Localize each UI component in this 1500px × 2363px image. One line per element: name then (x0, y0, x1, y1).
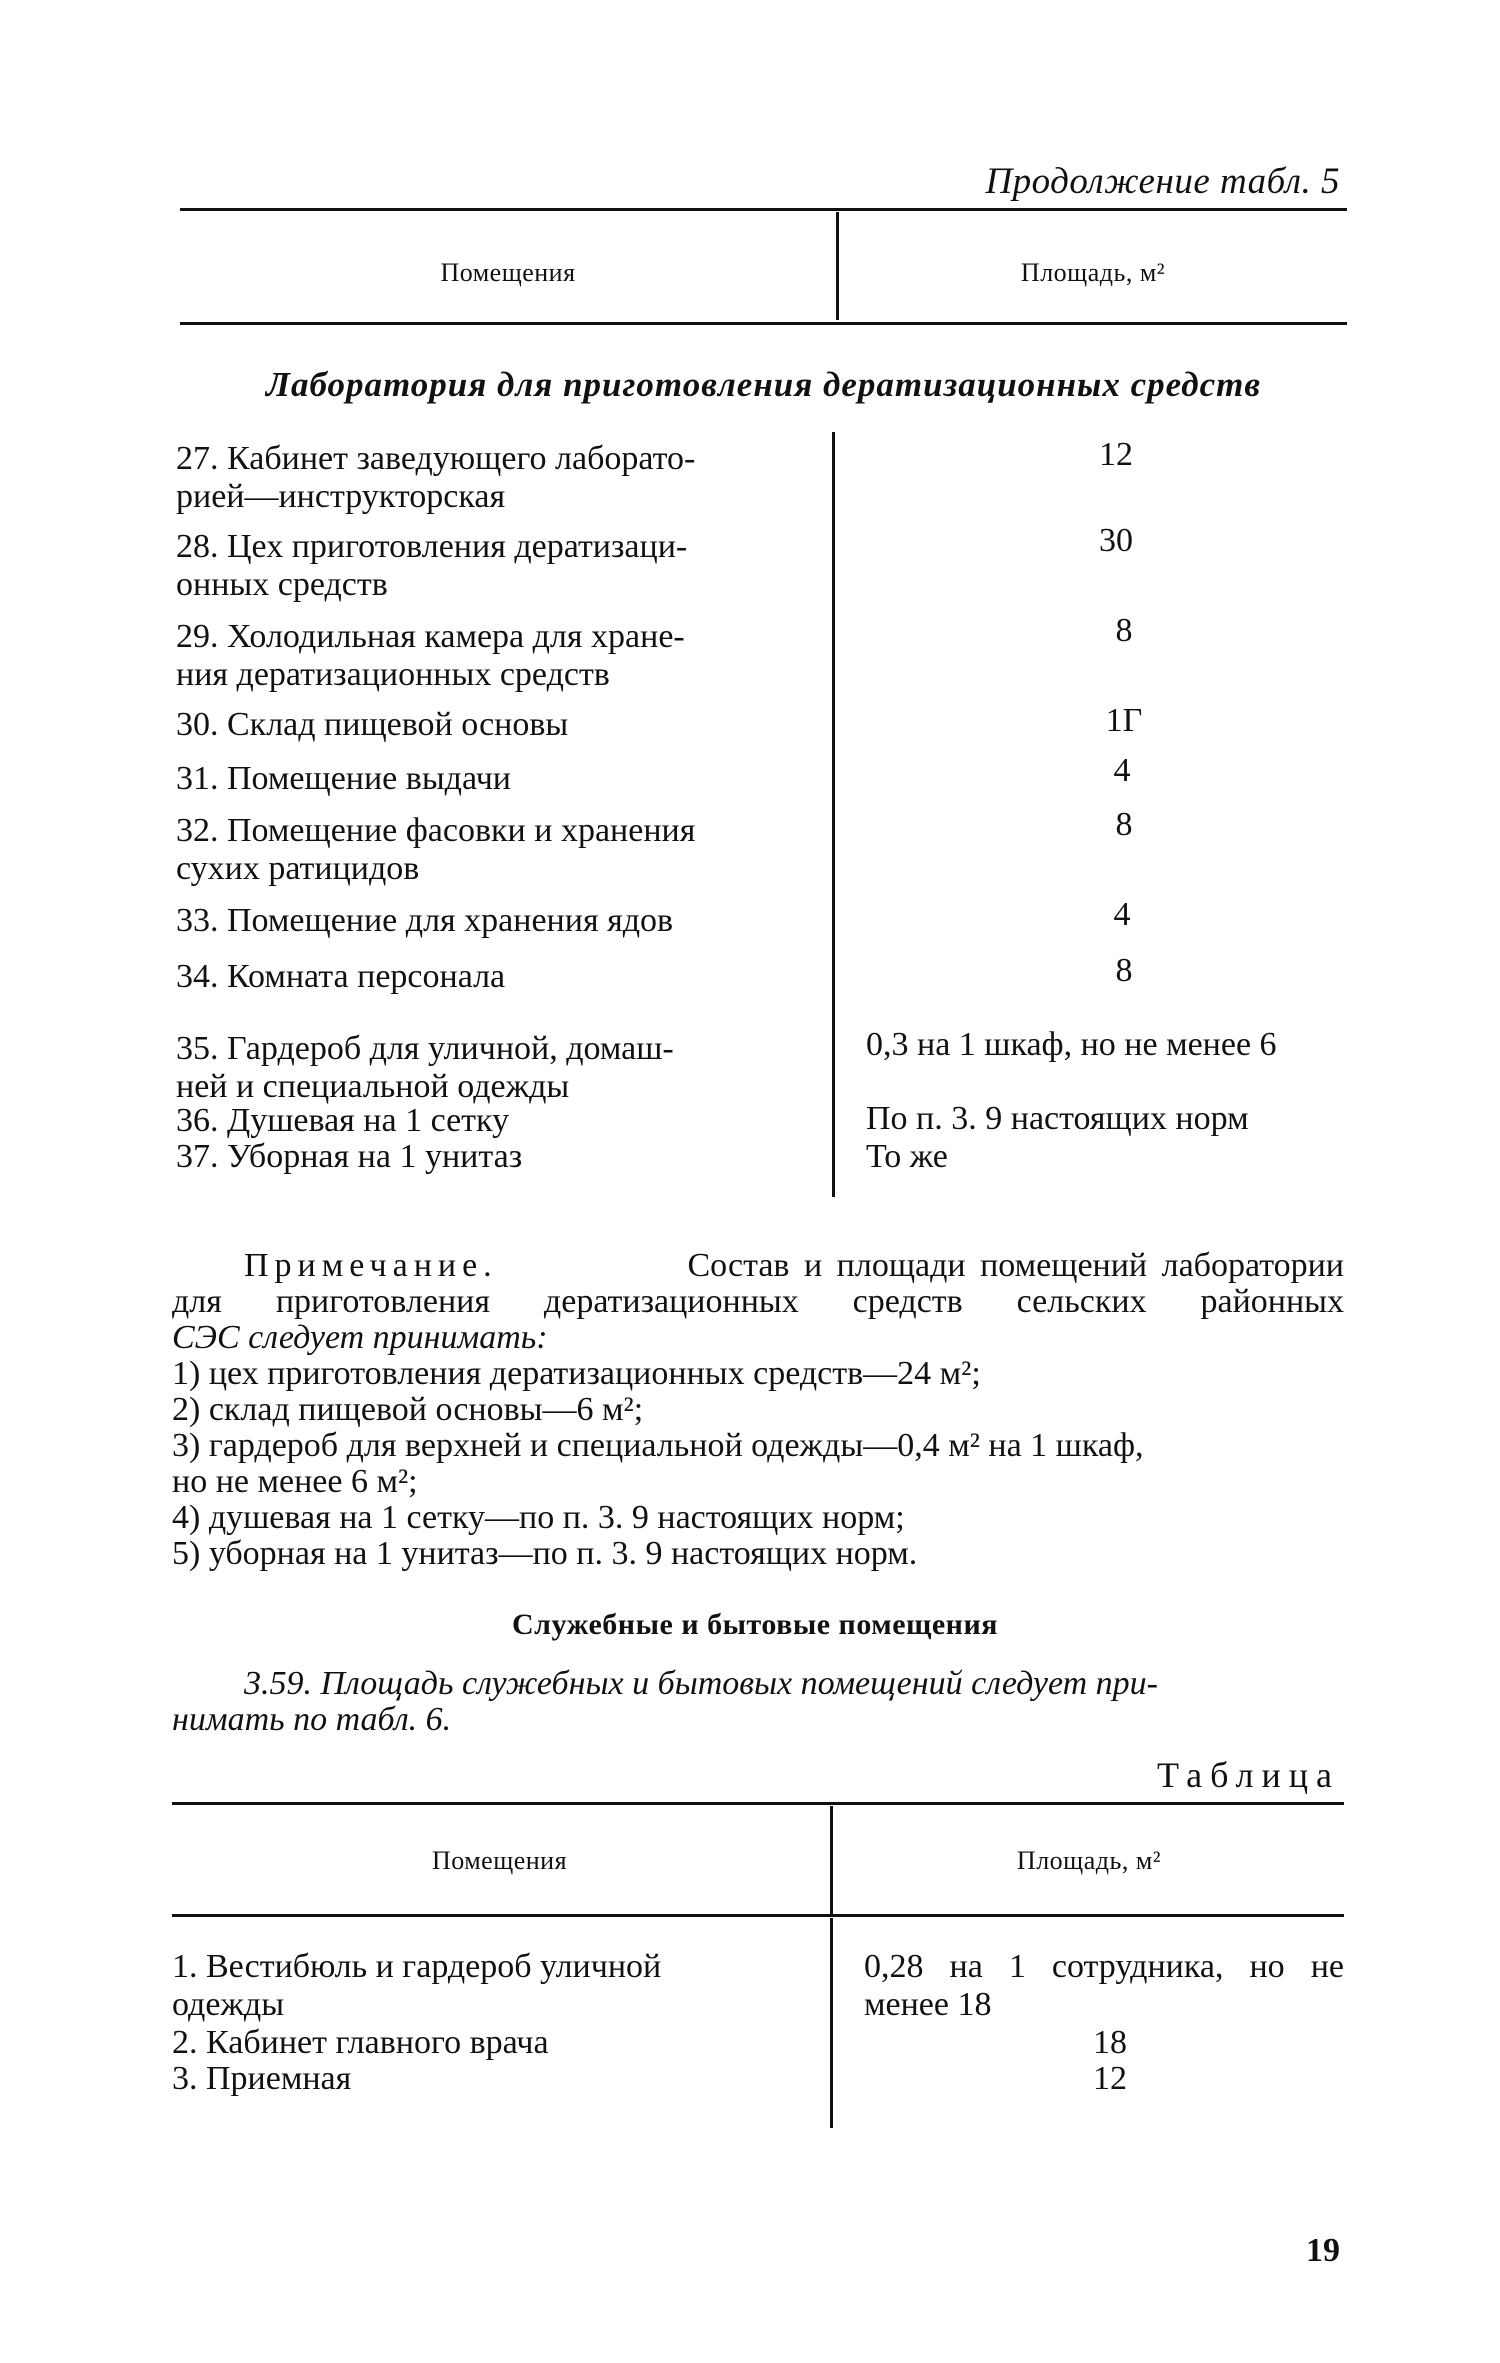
row-name-line: рией—инструкторская (176, 478, 506, 515)
note-item: 5) уборная на 1 унитаз—по п. 3. 9 настоящих норм. (172, 1535, 918, 1572)
row-area: 8 (1115, 806, 1133, 843)
note-block (172, 1248, 1344, 1572)
row-area: 8 (1115, 612, 1133, 649)
table-row (176, 760, 810, 798)
row-name-line: 27. Кабинет заведующего лаборато- (176, 440, 696, 477)
row-name-line: 3. Приемная (172, 2060, 352, 2097)
table6-header-divider (830, 1806, 833, 1916)
note-item: но не менее 6 м²; (172, 1463, 418, 1500)
row-name-line: 31. Помещение выдачи (176, 760, 511, 797)
paragraph-line: 3.59. Площадь служебных и бытовых помещений следует при- (244, 1665, 1158, 1702)
row-name-line: 35. Гардероб для уличной, домаш- (176, 1030, 674, 1067)
table6-header-rule (172, 1914, 1344, 1917)
table5-body-divider (832, 432, 835, 1197)
row-name-line: сухих ратицидов (176, 850, 420, 887)
row-name-line: 33. Помещение для хранения ядов (176, 902, 674, 939)
row-name-line: 30. Склад пищевой основы (176, 706, 569, 743)
table6-body-divider (830, 1918, 833, 2128)
row-area (864, 1948, 1344, 2024)
table-row (176, 902, 810, 940)
row-area: 1Г (1105, 702, 1143, 739)
table-row (176, 1030, 810, 1106)
row-name-line: 29. Холодильная камера для хране- (176, 618, 685, 655)
row-area-line: менее 18 (864, 1986, 992, 2023)
page-number: 19 (1306, 2232, 1340, 2269)
table-row (176, 528, 810, 604)
table-row (176, 618, 810, 694)
table-row (176, 1102, 810, 1140)
table6-top-rule (172, 1802, 1344, 1805)
row-area: 30 (1099, 522, 1133, 559)
note-item: 1) цех приготовления дератизационных средств—24 м²; (172, 1355, 981, 1392)
table-row (172, 2060, 812, 2098)
row-name-line: ней и специальной одежды (176, 1068, 570, 1105)
table5-section-title: Лаборатория для приготовления дератизационных средств (265, 365, 1262, 404)
table-row (172, 2024, 812, 2062)
table5-col-rooms: Помещения (440, 258, 576, 287)
paragraph-line: нимать по табл. 6. (172, 1701, 452, 1738)
table-row (176, 706, 810, 744)
row-name-line: онных средств (176, 566, 388, 603)
row-area: То же (866, 1138, 948, 1175)
row-name-line: 2. Кабинет главного врача (172, 2024, 549, 2061)
row-area: 4 (1113, 896, 1131, 933)
row-area: 8 (1115, 952, 1133, 989)
row-name-line: 32. Помещение фасовки и хранения (176, 812, 696, 849)
note-first-line (172, 1248, 1344, 1284)
table-row (176, 958, 810, 996)
row-area: По п. 3. 9 настоящих норм (866, 1100, 1249, 1137)
row-area-line: 0,28 на 1 сотрудника, но не (864, 1948, 1344, 1985)
note-intro-line: Состав и площади помещений лаборатории (687, 1247, 1344, 1284)
row-name-line: 34. Комната персонала (176, 958, 506, 995)
row-area: 4 (1113, 752, 1131, 789)
note-item: 4) душевая на 1 сетку—по п. 3. 9 настоящих норм; (172, 1499, 905, 1536)
row-area: 12 (1099, 436, 1133, 473)
table-continuation-caption: Продолжение табл. 5 (985, 161, 1340, 202)
paragraph (172, 1666, 1344, 1738)
row-name-line: 28. Цех приготовления дератизаци- (176, 528, 688, 565)
row-name-line: 37. Уборная на 1 унитаз (176, 1138, 523, 1175)
table-row (176, 812, 810, 888)
note-intro-line: СЭС следует принимать: (172, 1319, 548, 1356)
row-area: 18 (1093, 2024, 1127, 2061)
table6-col-area: Площадь, м² (1016, 1846, 1162, 1875)
table-row (176, 440, 810, 516)
row-area: 0,3 на 1 шкаф, но не менее 6 (866, 1026, 1277, 1063)
table-row (176, 1138, 810, 1176)
table6-label: Таблица (1157, 1755, 1340, 1795)
section-heading: Служебные и бытовые помещения (512, 1608, 998, 1641)
table5-col-area: Площадь, м² (1020, 258, 1166, 287)
note-item: 2) склад пищевой основы—6 м²; (172, 1391, 644, 1428)
row-name-line: 36. Душевая на 1 сетку (176, 1102, 510, 1139)
note-item: 3) гардероб для верхней и специальной одежды—0,4 м² на 1 шкаф, (172, 1427, 1144, 1464)
note-intro-line: для приготовления дератизационных средств сельских районных (172, 1283, 1344, 1320)
table-row (172, 1948, 812, 2024)
row-name-line: 1. Вестибюль и гардероб уличной (172, 1948, 662, 1985)
table5-top-rule (180, 208, 1347, 211)
row-name-line: ния дератизационных средств (176, 656, 610, 693)
table5-header-rule (180, 322, 1347, 325)
row-area: 12 (1093, 2060, 1127, 2097)
note-label: Примечание. (244, 1247, 498, 1284)
table6-col-rooms: Помещения (431, 1846, 568, 1875)
row-name-line: одежды (172, 1986, 285, 2023)
